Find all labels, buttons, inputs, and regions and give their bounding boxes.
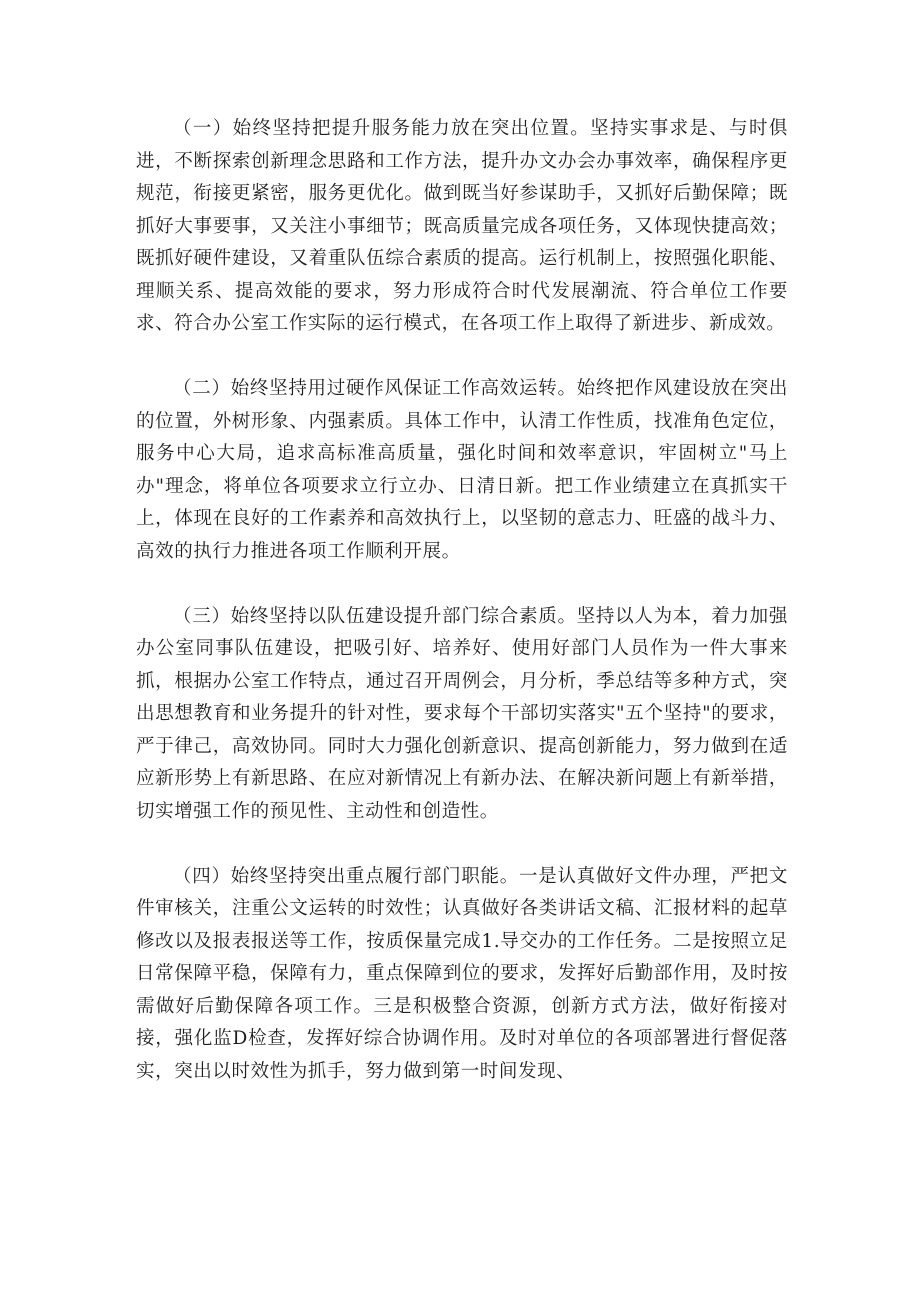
paragraph-1: （一）始终坚持把提升服务能力放在突出位置。坚持实事求是、与时俱进，不断探索创新理念思路和工作方法，提升办文办会办事效率，确保程序更规范，衔接更紧密，服务更优化。做到既当好参谋助手，又抓好后勤保障；既抓好大事要事，又关注小事细节；既高质量完成各项任务，又体现快捷高效；既抓好硬件建设，又着重队伍综合素质的提高。运行机制上，按照强化职能、理顺关系、提高效能的要求，努力形成符合时代发展潮流、符合单位工作要求、符合办公室工作实际的运行模式，在各项工作上取得了新进步、新成效。 <box>136 118 788 334</box>
document-body <box>136 113 788 1088</box>
paragraph-3: （三）始终坚持以队伍建设提升部门综合素质。坚持以人为本，着力加强办公室同事队伍建设，把吸引好、培养好、使用好部门人员作为一件大事来抓，根据办公室工作特点，通过召开周例会，月分析，季总结等多种方式，突出思想教育和业务提升的针对性，要求每个干部切实落实"五个坚持"的要求，严于律己，高效协同。同时大力强化创新意识、提高创新能力，努力做到在适应新形势上有新思路、在应对新情况上有新办法、在解决新问题上有新举措，切实增强工作的预见性、主动性和创造性。 <box>136 605 788 822</box>
paragraph-4: （四）始终坚持突出重点履行部门职能。一是认真做好文件办理，严把文件审核关，注重公文运转的时效性；认真做好各类讲话文稿、汇报材料的起草修改以及报表报送等工作，按质保量完成1.导交办的工作任务。二是按照立足日常保障平稳，保障有力，重点保障到位的要求，发挥好后勤部作用，及时按需做好后勤保障各项工作。三是积极整合资源，创新方式方法，做好衔接对接，强化监D检查，发挥好综合协调作用。及时对单位的各项部署进行督促落实，突出以时效性为抓手，努力做到第一时间发现、 <box>136 865 788 1082</box>
paragraph-2: （二）始终坚持用过硬作风保证工作高效运转。始终把作风建设放在突出的位置，外树形象、内强素质。具体工作中，认清工作性质，找准角色定位，服务中心大局，追求高标准高质量，强化时间和效率意识，牢固树立"马上办"理念，将单位各项要求立行立办、日清日新。把工作业绩建立在真抓实干上，体现在良好的工作素养和高效执行上，以坚韧的意志力、旺盛的战斗力、高效的执行力推进各项工作顺利开展。 <box>136 378 788 562</box>
